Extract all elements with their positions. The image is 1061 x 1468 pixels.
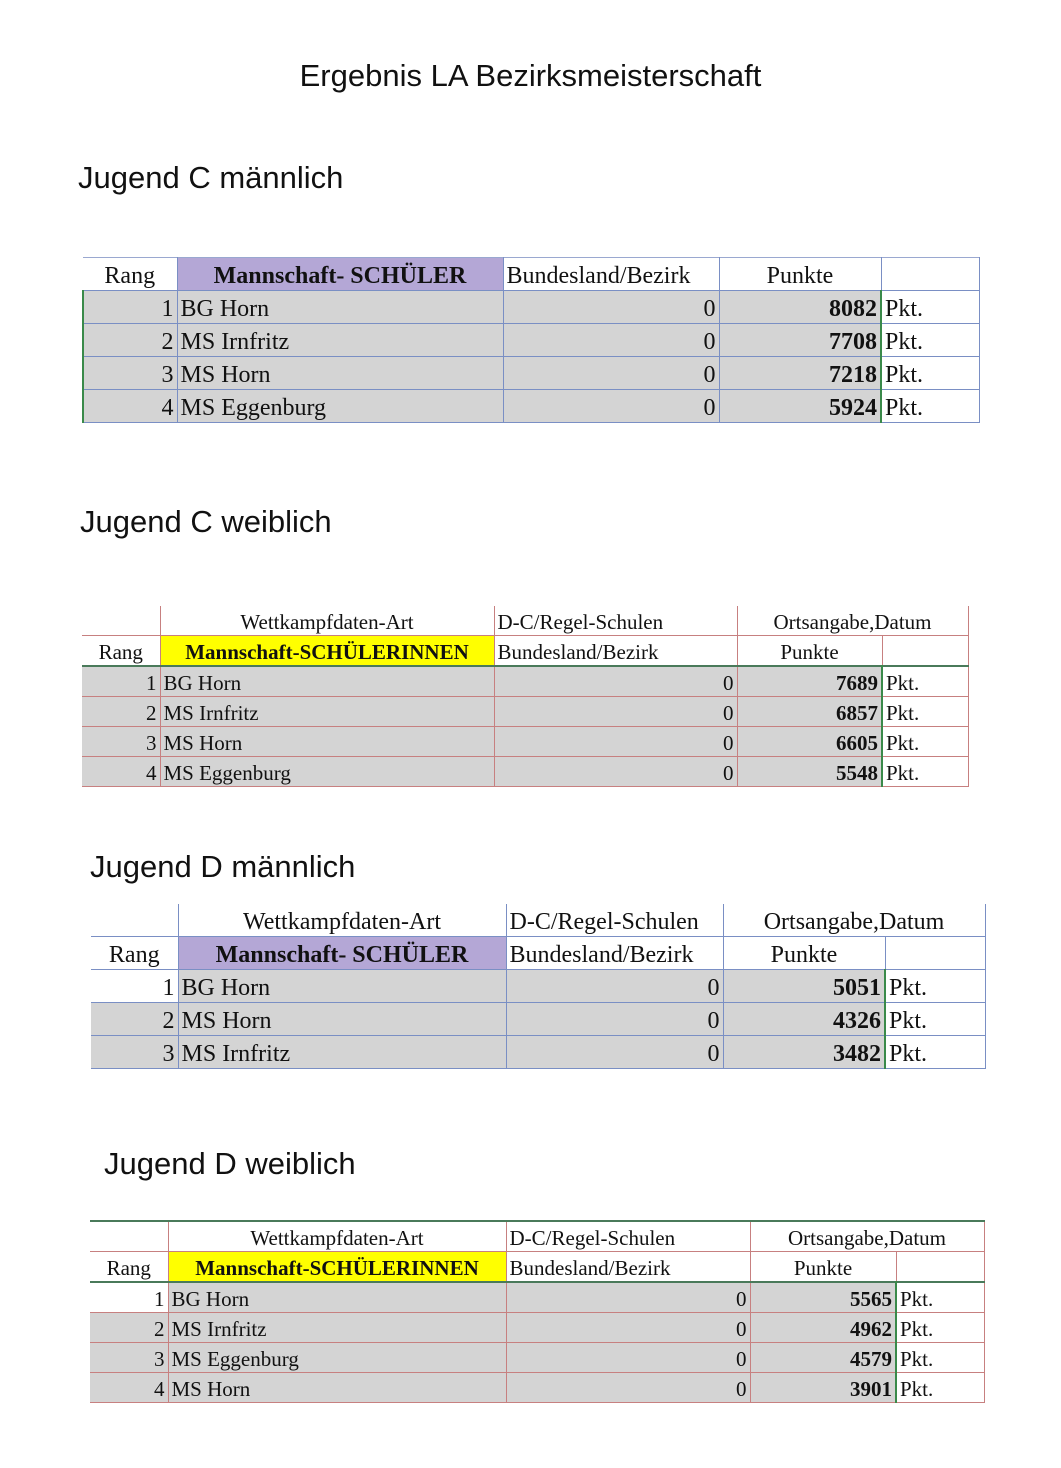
meta-place: Ortsangabe,Datum bbox=[750, 1221, 984, 1252]
section-heading-jugend-c-maennlich: Jugend C männlich bbox=[78, 160, 344, 195]
section-heading-jugend-c-weiblich: Jugend C weiblich bbox=[80, 504, 332, 539]
table-row bbox=[90, 1343, 984, 1373]
document-title: Ergebnis LA Bezirksmeisterschaft bbox=[299, 58, 762, 93]
table-row bbox=[90, 1282, 984, 1313]
table-row bbox=[82, 697, 968, 727]
table-row bbox=[83, 390, 979, 423]
team-cell: BG Horn bbox=[178, 970, 506, 1003]
points-cell: 7689 bbox=[737, 666, 882, 697]
points-cell: 3482 bbox=[723, 1036, 885, 1069]
rank-cell: 3 bbox=[82, 727, 160, 757]
unit-cell: Pkt. bbox=[885, 1036, 985, 1069]
table-row bbox=[83, 324, 979, 357]
points-cell: 5565 bbox=[750, 1282, 896, 1313]
rank-cell: 4 bbox=[83, 390, 177, 423]
unit-cell: Pkt. bbox=[896, 1313, 984, 1343]
table-meta-row bbox=[91, 904, 985, 937]
results-table-jugend-d-maennlich bbox=[91, 904, 986, 1069]
team-cell: MS Horn bbox=[178, 1003, 506, 1036]
unit-cell: Pkt. bbox=[885, 970, 985, 1003]
team-cell: MS Horn bbox=[177, 357, 503, 390]
region-cell: 0 bbox=[494, 666, 737, 697]
team-cell: BG Horn bbox=[177, 291, 503, 324]
meta-type: Wettkampfdaten-Art bbox=[168, 1221, 506, 1252]
region-cell: 0 bbox=[506, 1343, 750, 1373]
results-table-jugend-c-maennlich bbox=[82, 257, 980, 423]
rank-cell: 1 bbox=[83, 291, 177, 324]
meta-place: Ortsangabe,Datum bbox=[737, 606, 968, 636]
points-cell: 3901 bbox=[750, 1373, 896, 1403]
header-points: Punkte bbox=[723, 937, 885, 970]
unit-cell: Pkt. bbox=[885, 1003, 985, 1036]
region-cell: 0 bbox=[503, 324, 719, 357]
table-row bbox=[82, 727, 968, 757]
unit-cell: Pkt. bbox=[882, 666, 968, 697]
header-empty bbox=[896, 1252, 984, 1283]
unit-cell: Pkt. bbox=[881, 357, 979, 390]
rank-cell: 1 bbox=[82, 666, 160, 697]
team-cell: MS Irnfritz bbox=[178, 1036, 506, 1069]
header-rang: Rang bbox=[90, 1252, 168, 1283]
rank-cell: 3 bbox=[90, 1343, 168, 1373]
team-cell: MS Eggenburg bbox=[160, 757, 494, 787]
region-cell: 0 bbox=[506, 1313, 750, 1343]
header-region: Bundesland/Bezirk bbox=[503, 258, 719, 291]
table-header-row bbox=[90, 1252, 984, 1283]
region-cell: 0 bbox=[506, 1282, 750, 1313]
region-cell: 0 bbox=[503, 390, 719, 423]
table-row bbox=[91, 1036, 985, 1069]
unit-cell: Pkt. bbox=[881, 390, 979, 423]
team-cell: MS Irnfritz bbox=[160, 697, 494, 727]
points-cell: 7218 bbox=[719, 357, 881, 390]
region-cell: 0 bbox=[506, 1003, 723, 1036]
table-header-row bbox=[91, 937, 985, 970]
rank-cell: 3 bbox=[83, 357, 177, 390]
header-rang: Rang bbox=[83, 258, 177, 291]
region-cell: 0 bbox=[503, 291, 719, 324]
rank-cell: 3 bbox=[91, 1036, 178, 1069]
table-meta-row bbox=[82, 606, 968, 636]
header-team: Mannschaft- SCHÜLER bbox=[178, 937, 506, 970]
table-row bbox=[90, 1313, 984, 1343]
section-heading-jugend-d-weiblich: Jugend D weiblich bbox=[104, 1146, 356, 1181]
table-row bbox=[83, 291, 979, 324]
meta-type: Wettkampfdaten-Art bbox=[160, 606, 494, 636]
table-row bbox=[91, 1003, 985, 1036]
team-cell: MS Eggenburg bbox=[168, 1343, 506, 1373]
team-cell: MS Irnfritz bbox=[177, 324, 503, 357]
header-points: Punkte bbox=[750, 1252, 896, 1283]
header-empty bbox=[882, 636, 968, 667]
table-header-row bbox=[82, 636, 968, 667]
team-cell: BG Horn bbox=[168, 1282, 506, 1313]
team-cell: MS Horn bbox=[168, 1373, 506, 1403]
unit-cell: Pkt. bbox=[896, 1343, 984, 1373]
rank-cell: 2 bbox=[91, 1003, 178, 1036]
rank-cell: 4 bbox=[90, 1373, 168, 1403]
rank-cell: 1 bbox=[91, 970, 178, 1003]
header-rang: Rang bbox=[91, 937, 178, 970]
table-row bbox=[90, 1373, 984, 1403]
rank-cell: 2 bbox=[82, 697, 160, 727]
points-cell: 5548 bbox=[737, 757, 882, 787]
meta-place: Ortsangabe,Datum bbox=[723, 904, 985, 937]
unit-cell: Pkt. bbox=[896, 1282, 984, 1313]
points-cell: 5924 bbox=[719, 390, 881, 423]
unit-cell: Pkt. bbox=[882, 697, 968, 727]
unit-cell: Pkt. bbox=[881, 291, 979, 324]
team-cell: MS Eggenburg bbox=[177, 390, 503, 423]
region-cell: 0 bbox=[506, 1373, 750, 1403]
table-row bbox=[91, 970, 985, 1003]
header-points: Punkte bbox=[719, 258, 881, 291]
unit-cell: Pkt. bbox=[881, 324, 979, 357]
header-team: Mannschaft-SCHÜLERINNEN bbox=[168, 1252, 506, 1283]
meta-rules: D-C/Regel-Schulen bbox=[494, 606, 737, 636]
region-cell: 0 bbox=[506, 970, 723, 1003]
table-meta-row bbox=[90, 1221, 984, 1252]
header-team: Mannschaft-SCHÜLERINNEN bbox=[160, 636, 494, 667]
header-points: Punkte bbox=[737, 636, 882, 667]
team-cell: MS Irnfritz bbox=[168, 1313, 506, 1343]
table-row bbox=[83, 357, 979, 390]
header-empty bbox=[881, 258, 979, 291]
results-table-jugend-d-weiblich bbox=[90, 1220, 985, 1403]
points-cell: 4579 bbox=[750, 1343, 896, 1373]
header-region: Bundesland/Bezirk bbox=[506, 1252, 750, 1283]
meta-type: Wettkampfdaten-Art bbox=[178, 904, 506, 937]
rank-cell: 2 bbox=[83, 324, 177, 357]
results-table-jugend-c-weiblich bbox=[82, 606, 969, 787]
table-row bbox=[82, 757, 968, 787]
rank-cell: 4 bbox=[82, 757, 160, 787]
header-region: Bundesland/Bezirk bbox=[506, 937, 723, 970]
points-cell: 5051 bbox=[723, 970, 885, 1003]
section-heading-jugend-d-maennlich: Jugend D männlich bbox=[90, 849, 356, 884]
region-cell: 0 bbox=[503, 357, 719, 390]
header-rang: Rang bbox=[82, 636, 160, 667]
region-cell: 0 bbox=[506, 1036, 723, 1069]
table-row bbox=[82, 666, 968, 697]
points-cell: 4962 bbox=[750, 1313, 896, 1343]
team-cell: MS Horn bbox=[160, 727, 494, 757]
unit-cell: Pkt. bbox=[882, 727, 968, 757]
table-header-row bbox=[83, 258, 979, 291]
header-empty bbox=[885, 937, 985, 970]
team-cell: BG Horn bbox=[160, 666, 494, 697]
points-cell: 8082 bbox=[719, 291, 881, 324]
unit-cell: Pkt. bbox=[882, 757, 968, 787]
header-region: Bundesland/Bezirk bbox=[494, 636, 737, 667]
points-cell: 7708 bbox=[719, 324, 881, 357]
region-cell: 0 bbox=[494, 757, 737, 787]
region-cell: 0 bbox=[494, 697, 737, 727]
points-cell: 4326 bbox=[723, 1003, 885, 1036]
meta-rules: D-C/Regel-Schulen bbox=[506, 904, 723, 937]
region-cell: 0 bbox=[494, 727, 737, 757]
rank-cell: 2 bbox=[90, 1313, 168, 1343]
points-cell: 6605 bbox=[737, 727, 882, 757]
meta-rules: D-C/Regel-Schulen bbox=[506, 1221, 750, 1252]
unit-cell: Pkt. bbox=[896, 1373, 984, 1403]
points-cell: 6857 bbox=[737, 697, 882, 727]
header-team: Mannschaft- SCHÜLER bbox=[177, 258, 503, 291]
rank-cell: 1 bbox=[90, 1282, 168, 1313]
